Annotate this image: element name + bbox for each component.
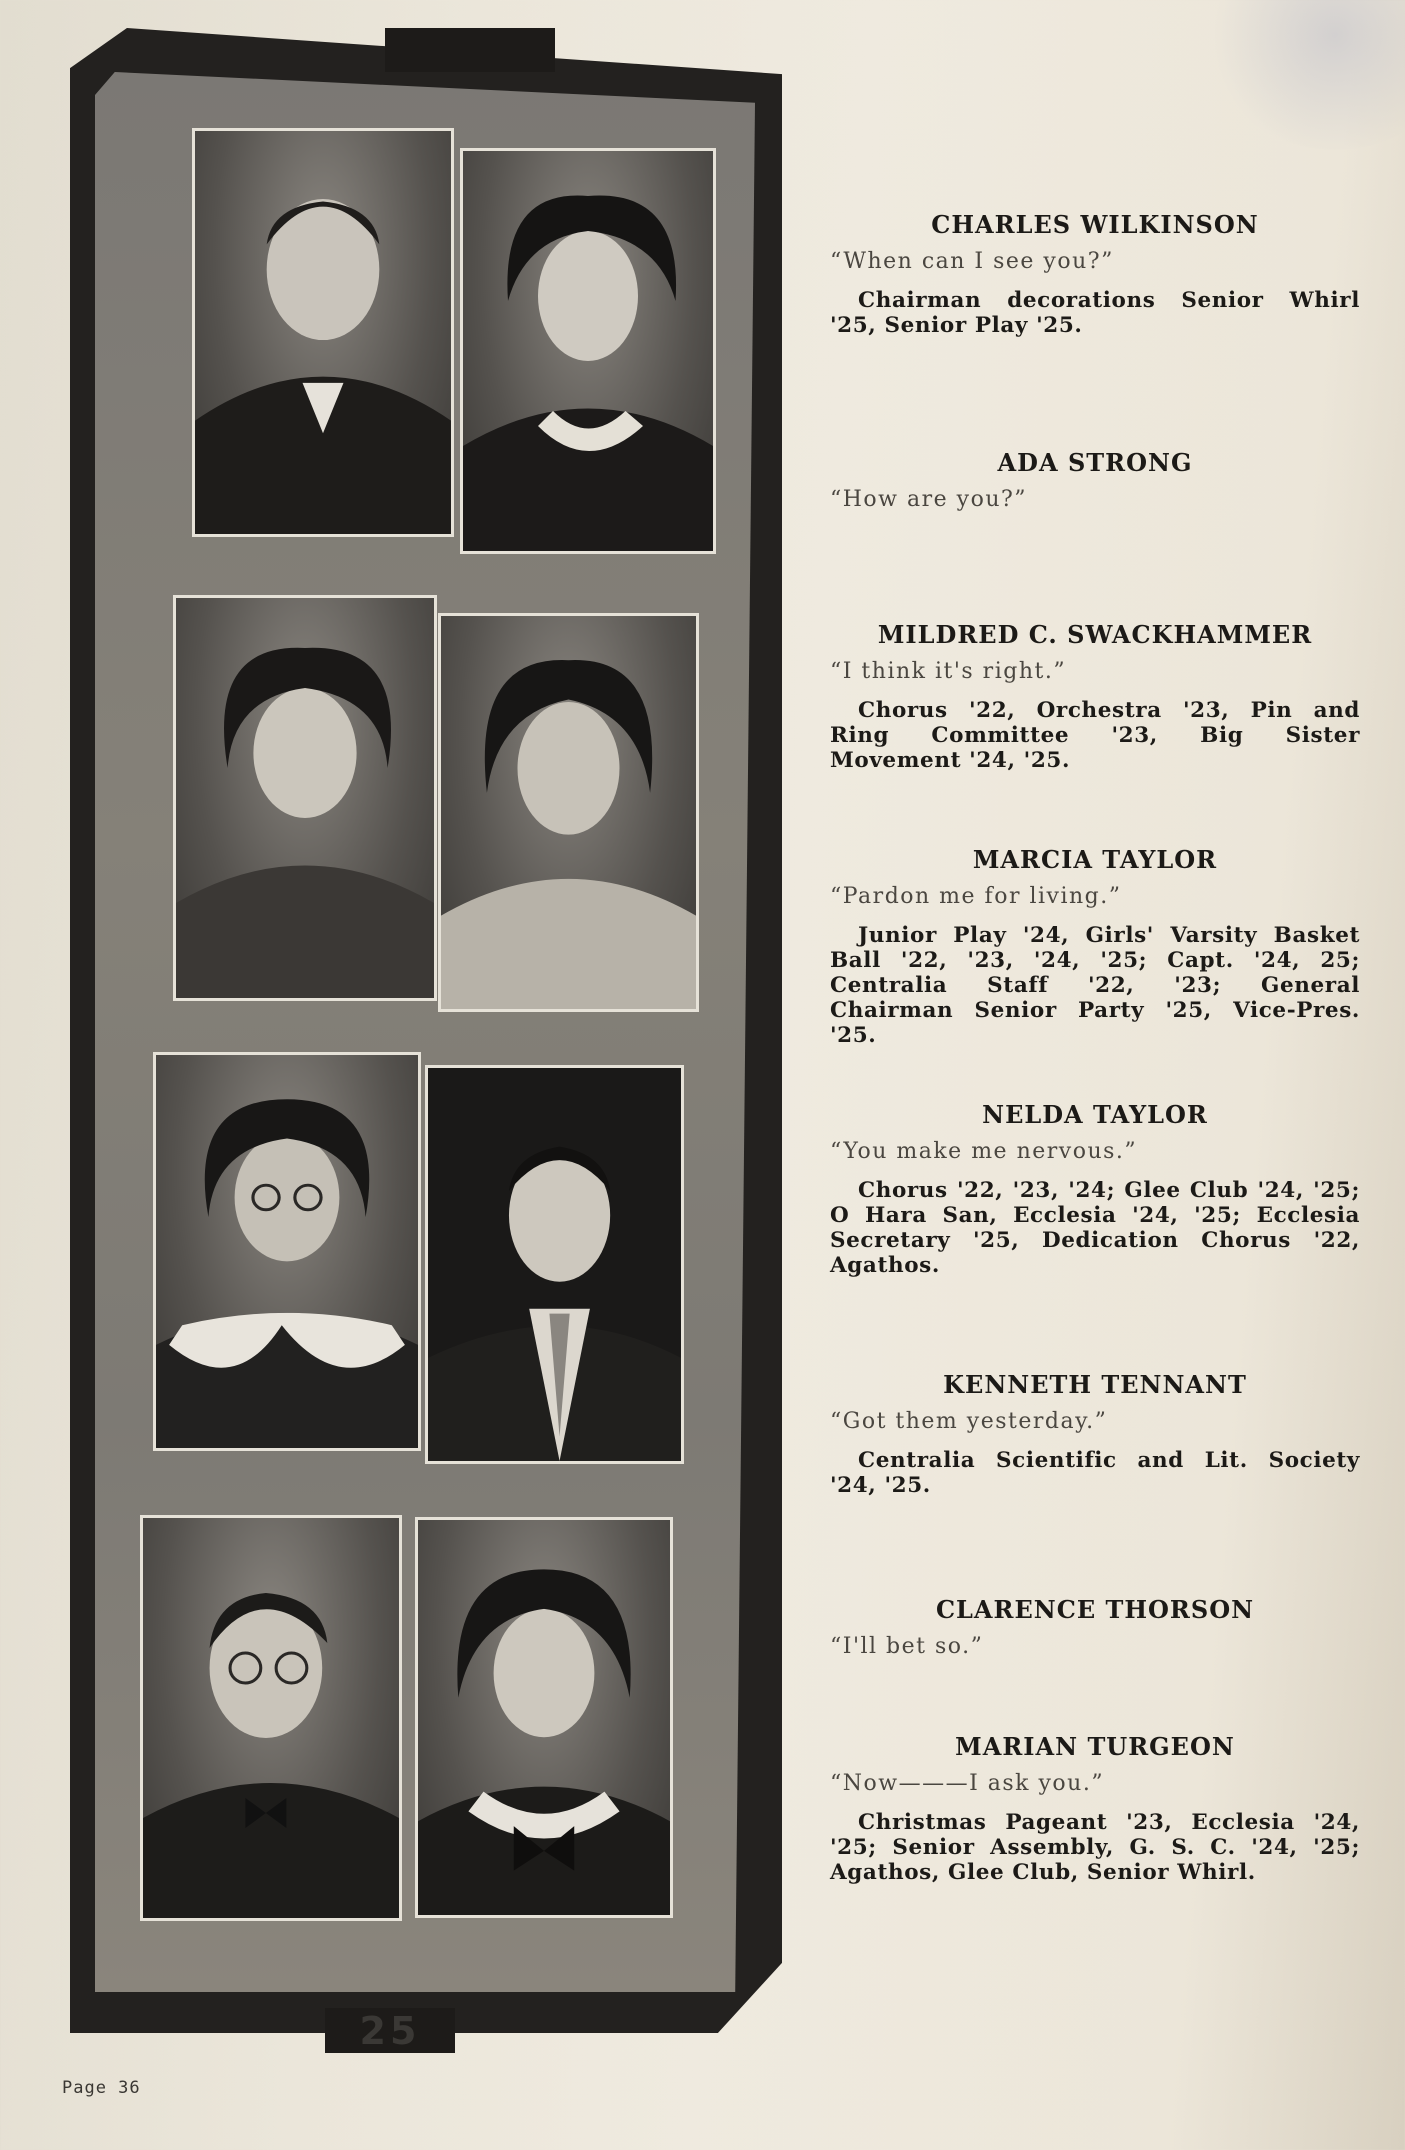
entry-quote: “How are you?” [830,487,1028,512]
entry-marian-turgeon [790,1732,1360,1885]
entry-quote: “You make me nervous.” [830,1139,1138,1164]
paper-stain [1205,0,1405,150]
portrait-icon [195,131,451,534]
frame-year-tab [325,2008,455,2053]
portrait-icon [463,151,713,551]
entry-activities: Chorus '22, '23, '24; Glee Club '24, '25; O Hara San, Ecclesia '24, '25; Ecclesia Secretary '25, Dedication Chorus '22, Agathos. [830,1178,1360,1278]
entry-quote: “Pardon me for living.” [830,884,1122,909]
portrait-icon [176,598,434,998]
entry-kenneth-tennant [790,1370,1360,1498]
page-number: Page 36 [62,2078,141,2098]
portrait-icon [428,1068,681,1461]
portrait-ada-strong [460,148,716,554]
entry-quote: “I'll bet so.” [830,1634,984,1659]
portrait-mildred-swackhammer [173,595,437,1001]
entry-activities: Christmas Pageant '23, Ecclesia '24, '25; Senior Assembly, G. S. C. '24, '25; Agathos, Glee Club, Senior Whirl. [830,1810,1360,1885]
entry-nelda-taylor [790,1100,1360,1278]
entry-marcia-taylor [790,845,1360,1048]
entry-activities: Centralia Scientific and Lit. Society '24, '25. [830,1448,1360,1498]
frame-top-tab [385,28,555,72]
portrait-icon [441,616,696,1009]
portrait-icon [143,1518,399,1918]
entry-quote: “I think it's right.” [830,659,1067,684]
portrait-icon [418,1520,670,1915]
entry-name: CLARENCE THORSON [935,1595,1255,1624]
portrait-nelda-taylor [153,1052,421,1451]
year-tab-label: 25 [359,2008,421,2053]
entry-clarence-thorson [790,1595,1360,1659]
entry-activities: Chorus '22, Orchestra '23, Pin and Ring Committee '23, Big Sister Movement '24, '25. [830,698,1360,773]
entry-name: MARCIA TAYLOR [972,845,1218,874]
entry-quote: “When can I see you?” [830,249,1114,274]
entry-quote: “Now———I ask you.” [830,1771,1105,1796]
entry-name: ADA STRONG [997,448,1193,477]
portrait-marcia-taylor [438,613,699,1012]
portrait-kenneth-tennant [425,1065,684,1464]
entry-name: NELDA TAYLOR [982,1100,1208,1129]
portrait-icon [156,1055,418,1448]
entry-name: CHARLES WILKINSON [931,210,1259,239]
entry-name: MARIAN TURGEON [955,1732,1235,1761]
portrait-clarence-thorson [140,1515,402,1921]
entry-ada-strong [790,448,1360,512]
entry-quote: “Got them yesterday.” [830,1409,1108,1434]
entry-activities: Chairman decorations Senior Whirl '25, Senior Play '25. [830,288,1360,338]
entry-activities: Junior Play '24, Girls' Varsity Basket Ball '22, '23, '24, '25; Capt. '24, 25; Centralia Staff '22, '23; General Chairman Senior Party '25, Vice-Pres. '25. [830,923,1360,1048]
portrait-charles-wilkinson [192,128,454,537]
entry-name: KENNETH TENNANT [943,1370,1247,1399]
entry-mildred-swackhammer [790,620,1360,773]
entry-name: MILDRED C. SWACKHAMMER [877,620,1313,649]
entry-charles-wilkinson [790,210,1360,338]
portrait-marian-turgeon [415,1517,673,1918]
